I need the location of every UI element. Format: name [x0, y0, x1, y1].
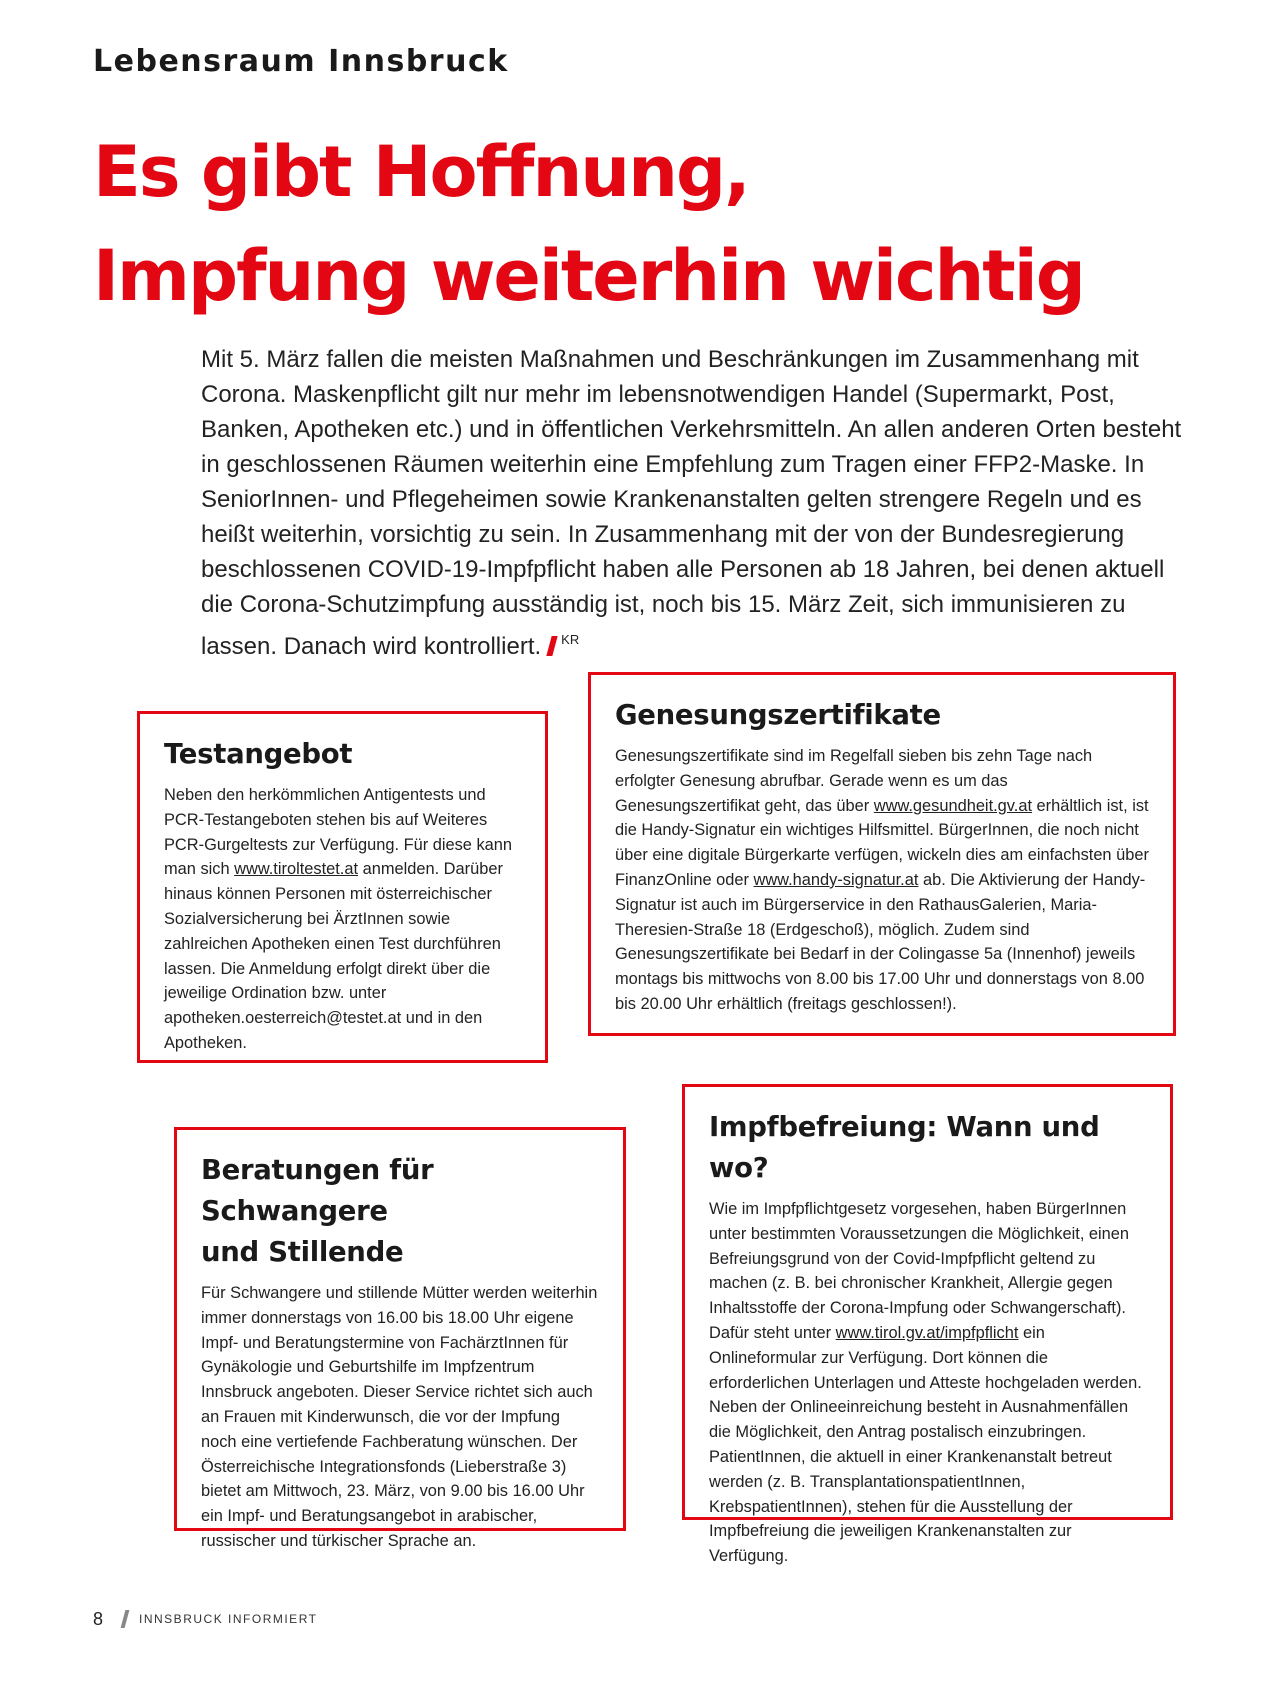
box-title-impfbefreiung: Impfbefreiung: Wann und wo? [709, 1111, 1100, 1184]
box-title-testangebot: Testangebot [164, 738, 353, 770]
box-title-genesungszertifikate: Genesungszertifikate [615, 699, 941, 731]
slash-divider-icon [121, 1610, 130, 1628]
info-box-schwangere [174, 1127, 626, 1550]
link-gesundheit-gv[interactable]: www.gesundheit.gv.at [873, 796, 1032, 815]
link-tirol-impfpflicht[interactable]: www.tirol.gv.at/impfpflicht [835, 1323, 1019, 1342]
box-title-line: Beratungen für Schwangere [201, 1154, 434, 1227]
page-footer [93, 1608, 317, 1630]
info-box-testangebot [137, 711, 548, 1063]
article-end-mark-icon [546, 636, 557, 656]
publication-name: INNSBRUCK INFORMIERT [139, 1612, 318, 1626]
box-text-part: ab. Die Aktivierung der Handy-Signatur ist auch im Bürgerservice in den RathausGalerien, Maria-Theresien-Straße 18 (Erdgeschoß), möglich. Zudem sind Genesungszertifikate bei Bedarf in der Colingasse 5a (Innenhof) jeweils montags bis mittwochs von 8.00 bis 17.00 Uhr und donnerstags von 8.00 bis 20.00 Uhr erhältlich (freitags geschlossen!). [615, 870, 1146, 1013]
box-text-schwangere: Für Schwangere und stillende Mütter werden weiterhin immer donnerstags von 16.00 bis 18.00 Uhr eigene Impf- und Beratungstermine von FachärztInnen für Gynäkologie und Geburtshilfe im Impfzentrum Innsbruck angeboten. Dieser Service richtet sich auch an Frauen mit Kinderwunsch, die vor der Impfung noch eine vertiefende Fachberatung wünschen. Der Österreichische Integrationsfonds (Lieberstraße 3) bietet am Mittwoch, 23. März, von 9.00 bis 16.00 Uhr ein Impf- und Beratungsangebot in arabischer, russischer und türkischer Sprache an. [201, 1284, 598, 1550]
box-text-impfbefreiung [709, 1197, 1146, 1569]
box-text-genesungszertifikate [615, 744, 1149, 1017]
author-initials: KR [561, 632, 580, 647]
box-title-line: und Stillende [201, 1236, 404, 1268]
headline-line-2: Impfung weiterhin wichtig [93, 235, 1084, 317]
link-handy-signatur[interactable]: www.handy-signatur.at [753, 870, 919, 889]
headline [93, 120, 1084, 328]
box-text-part: erhältlich ist, ist die Handy-Signatur ein wichtiges Hilfsmittel. BürgerInnen, die noch nicht über eine digitale Bürgerkarte verfügen, wickeln dies am einfachsten über FinanzOnline oder [615, 796, 1149, 889]
intro-text: Mit 5. März fallen die meisten Maßnahmen und Beschränkungen im Zusammenhang mit Corona. Maskenpflicht gilt nur mehr im lebensnotwendigen Handel (Supermarkt, Post, Banken, Apotheken etc.) und in öffentlichen Verkehrsmitteln. An allen anderen Orten besteht in geschlossenen Räumen weiterhin eine Empfehlung zum Tragen einer FFP2-Maske. In SeniorInnen- und Pflegeheimen sowie Krankenanstalten gelten strengere Regeln und es heißt weiterhin, vorsichtig zu sein. In Zusammenhang mit der von der Bundesregierung beschlossenen COVID-19-Impfpflicht haben alle Personen ab 18 Jahren, bei denen aktuell die Corona-Schutzimpfung ausständig ist, noch bis 15. März Zeit, sich immunisieren zu lassen. Danach wird kontrolliert. [201, 346, 1182, 660]
intro-paragraph [201, 342, 1186, 664]
box-text-part: anmelden. Darüber hinaus können Personen mit österreichischer Sozialversicherung bei ÄrztInnen sowie zahlreichen Apotheken einen Test durchführen lassen. Die Anmeldung erfolgt direkt über die jeweilige Ordination bzw. unter apotheken.oesterreich@testet.at und in den Apotheken. [164, 860, 503, 1052]
box-text-part: Genesungszertifikate sind im Regelfall sieben bis zehn Tage nach erfolgter Genesung abrufbar. Gerade wenn es um das Genesungszertifikat geht, das über [615, 747, 1093, 815]
box-title-schwangere [201, 1150, 599, 1273]
box-text-part: Wie im Impfpflichtgesetz vorgesehen, haben BürgerInnen unter bestimmten Voraussetzungen die Möglichkeit, einen Befreiungsgrund von der Covid-Impfpflicht geltend zu machen (z. B. bei chronischer Krankheit, Allergie gegen Inhaltsstoffe der Corona-Impfung oder Schwangerschaft). Dafür steht unter [709, 1200, 1130, 1342]
box-text-testangebot [164, 783, 521, 1056]
headline-line-1: Es gibt Hoffnung, [93, 131, 749, 213]
section-label: Lebensraum Innsbruck [93, 44, 509, 79]
link-tiroltestet[interactable]: www.tiroltestet.at [234, 860, 359, 879]
box-text-part: ein Onlineformular zur Verfügung. Dort können die erforderlichen Unterlagen und Atteste hochgeladen werden. Neben der Onlineeinreichung besteht in Ausnahmenfällen die Möglichkeit, den Antrag postalisch einzubringen. PatientInnen, die aktuell in einer Krankenanstalt betreut werden (z. B. TransplantationspatientInnen, KrebspatientInnen), stehen für die Ausstellung der Impfbefreiung die jeweiligen Krankenanstalten zur Verfügung. [709, 1323, 1142, 1566]
info-box-impfbefreiung [682, 1084, 1173, 1566]
info-box-genesungszertifikate [588, 672, 1176, 1036]
box-text-part: Neben den herkömmlichen Antigentests und PCR-Testangeboten stehen bis auf Weiteres PCR-Gurgeltests zur Verfügung. Für diese kann man sich [164, 786, 513, 879]
page-number: 8 [93, 1608, 104, 1629]
